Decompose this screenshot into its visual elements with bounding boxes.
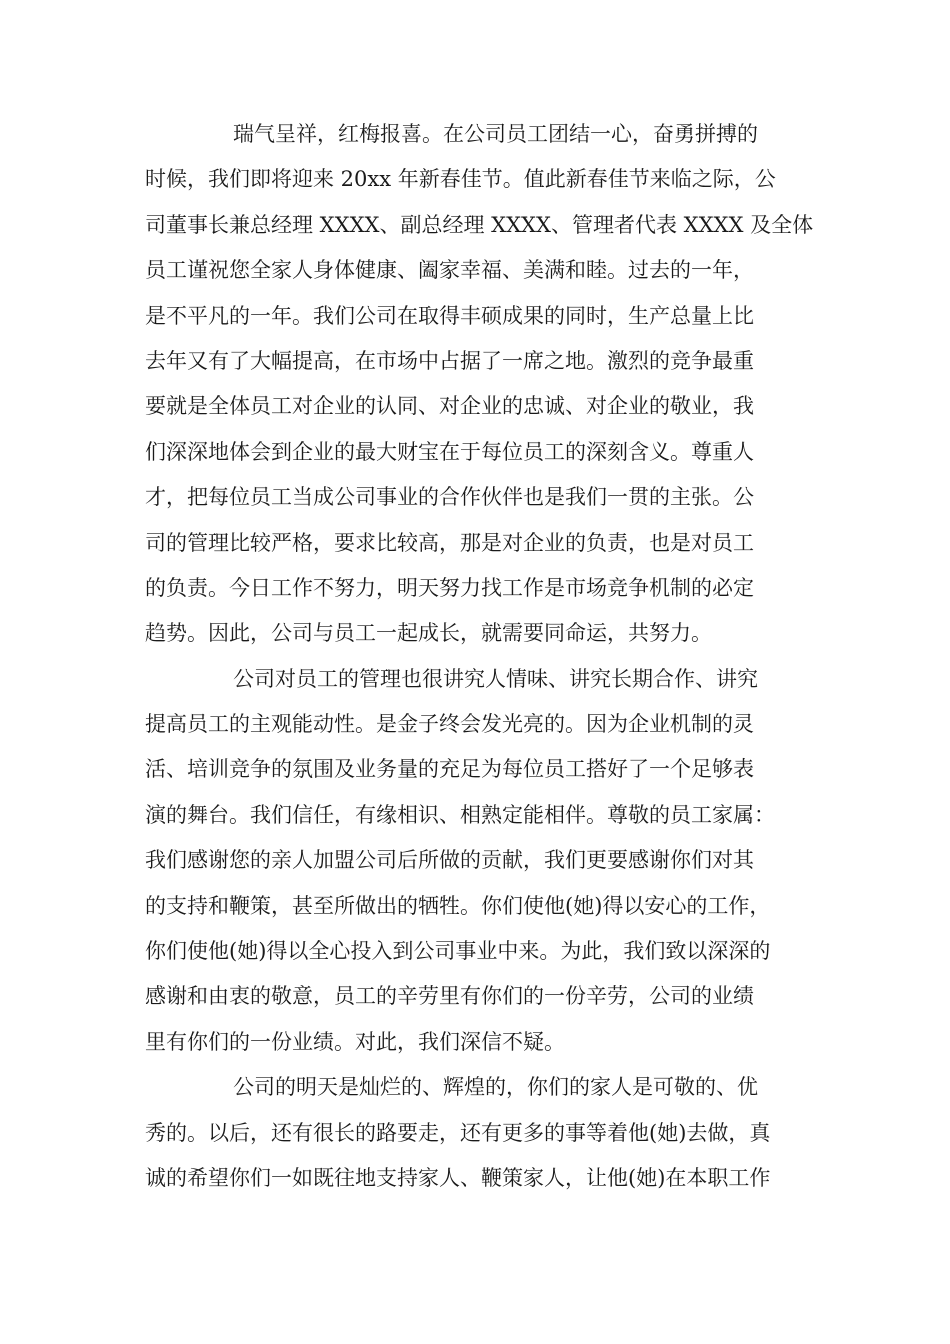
text-line: 诚的希望你们一如既往地支持家人、鞭策家人，让他(她)在本职工作 bbox=[145, 1165, 771, 1190]
text-line: 是不平凡的一年。我们公司在取得丰硕成果的同时，生产总量上比 bbox=[145, 303, 754, 328]
text-line: 趋势。因此，公司与员工一起成长，就需要同命运，共努力。 bbox=[145, 621, 712, 646]
paragraph-2 bbox=[145, 657, 825, 1066]
text-line: 我们感谢您的亲人加盟公司后所做的贡献，我们更要感谢你们对其 bbox=[145, 848, 754, 873]
text-line: 的支持和鞭策，甚至所做出的牺牲。你们使他(她)得以安心的工作， bbox=[145, 893, 771, 918]
text-line: 司董事长兼总经理 XXXX、副总经理 XXXX、管理者代表 XXXX 及全体 bbox=[145, 212, 814, 237]
text-line: 里有你们的一份业绩。对此，我们深信不疑。 bbox=[145, 1029, 565, 1054]
text-line: 提高员工的主观能动性。是金子终会发光亮的。因为企业机制的灵 bbox=[145, 712, 754, 737]
text-line: 你们使他(她)得以全心投入到公司事业中来。为此，我们致以深深的 bbox=[145, 939, 771, 964]
text-line: 司的管理比较严格，要求比较高，那是对企业的负责，也是对员工 bbox=[145, 530, 754, 555]
paragraph-1 bbox=[145, 112, 825, 657]
text-line: 去年又有了大幅提高，在市场中占据了一席之地。激烈的竞争最重 bbox=[145, 348, 754, 373]
text-line: 才，把每位员工当成公司事业的合作伙伴也是我们一贯的主张。公 bbox=[145, 485, 754, 510]
document-body bbox=[145, 112, 825, 1201]
text-line: 员工谨祝您全家人身体健康、阖家幸福、美满和睦。过去的一年， bbox=[145, 258, 754, 283]
text-line: 时候，我们即将迎来 20xx 年新春佳节。值此新春佳节来临之际，公 bbox=[145, 167, 776, 192]
paragraph-3 bbox=[145, 1065, 825, 1201]
text-line: 秀的。以后，还有很长的路要走，还有更多的事等着他(她)去做，真 bbox=[145, 1120, 771, 1145]
text-line: 活、培训竞争的氛围及业务量的充足为每位员工搭好了一个足够表 bbox=[145, 757, 754, 782]
text-line: 要就是全体员工对企业的认同、对企业的忠诚、对企业的敬业，我 bbox=[145, 394, 754, 419]
text-line: 公司的明天是灿烂的、辉煌的，你们的家人是可敬的、优 bbox=[233, 1075, 758, 1100]
text-line: 们深深地体会到企业的最大财宝在于每位员工的深刻含义。尊重人 bbox=[145, 439, 754, 464]
text-line: 演的舞台。我们信任，有缘相识、相熟定能相伴。尊敬的员工家属： bbox=[145, 802, 775, 827]
text-line: 公司对员工的管理也很讲究人情味、讲究长期合作、讲究 bbox=[233, 666, 758, 691]
text-line: 瑞气呈祥，红梅报喜。在公司员工团结一心，奋勇拼搏的 bbox=[233, 122, 758, 146]
text-line: 感谢和由衷的敬意，员工的辛劳里有你们的一份辛劳，公司的业绩 bbox=[145, 984, 754, 1009]
text-line: 的负责。今日工作不努力，明天努力找工作是市场竞争机制的必定 bbox=[145, 575, 754, 600]
